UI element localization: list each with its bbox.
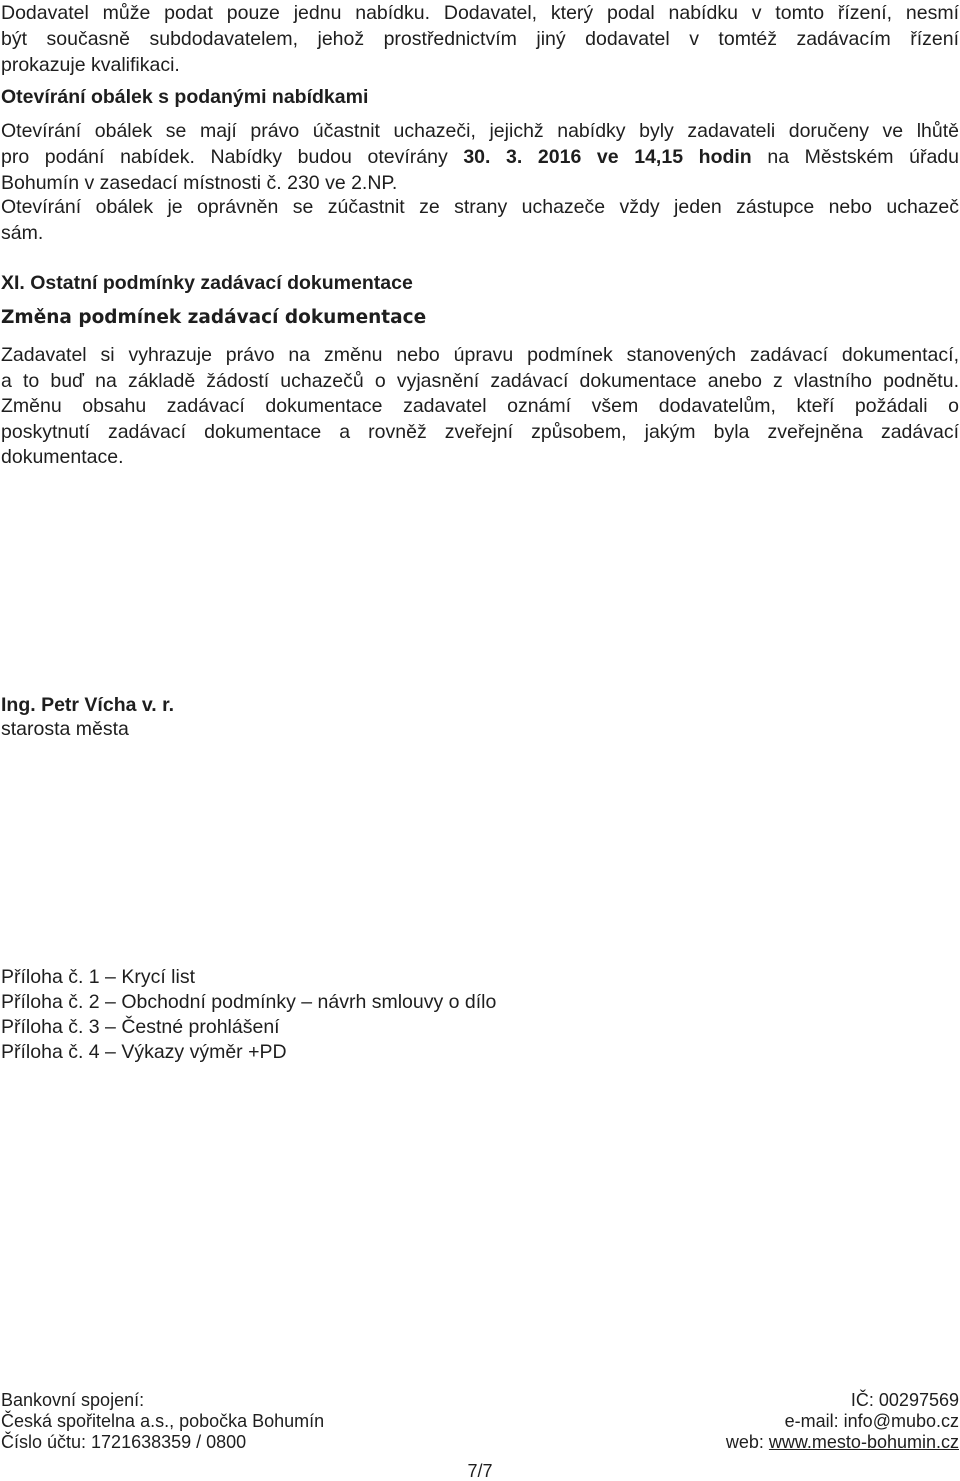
opening-line: sám. bbox=[1, 222, 44, 244]
footer-ico: IČ: 00297569 bbox=[850, 1390, 959, 1410]
intro-line: Dodavatel může podat pouze jednu nabídku. Dodavatel, který podal nabídku v tomto řízení, nesmí bbox=[1, 2, 959, 24]
intro-paragraph bbox=[1, 0, 959, 78]
footer-bank-name: Česká spořitelna a.s., pobočka Bohumín bbox=[1, 1411, 325, 1431]
change-paragraph bbox=[1, 343, 959, 471]
footer-web bbox=[726, 1432, 959, 1453]
section-subheading: Změna podmínek zadávací dokumentace bbox=[1, 307, 427, 328]
change-line: a to buď na základě žádostí uchazečů o vyjasnění zadávací dokumentace anebo z vlastního podnětu. bbox=[1, 369, 959, 392]
attachment-item: Příloha č. 2 – Obchodní podmínky – návrh smlouvy o dílo bbox=[1, 991, 497, 1013]
page-number: 7/7 bbox=[467, 1461, 493, 1481]
footer-contact-info bbox=[726, 1390, 959, 1453]
attachments-list bbox=[1, 965, 959, 1065]
section-heading: XI. Ostatní podmínky zadávací dokumentace bbox=[1, 272, 413, 294]
attachment-item: Příloha č. 3 – Čestné prohlášení bbox=[1, 1016, 280, 1038]
intro-line: prokazuje kvalifikaci. bbox=[1, 54, 180, 76]
opening-line: Otevírání obálek je oprávněn se zúčastnit ze strany uchazeče vždy jeden zástupce nebo uchazeč bbox=[1, 196, 959, 218]
signatory-title: starosta města bbox=[1, 718, 129, 740]
attachment-item: Příloha č. 1 – Krycí list bbox=[1, 966, 195, 988]
opening-heading: Otevírání obálek s podanými nabídkami bbox=[1, 86, 369, 108]
opening-text-post: na Městském úřadu bbox=[751, 146, 959, 168]
footer-account-number: Číslo účtu: 1721638359 / 0800 bbox=[1, 1432, 247, 1452]
footer-web-label: web: bbox=[725, 1432, 769, 1452]
website-link[interactable]: www.mesto-bohumin.cz bbox=[768, 1432, 959, 1452]
change-line: poskytnutí zadávací dokumentace a rovněž zveřejní způsobem, jakým byla zveřejněna zadávací bbox=[1, 420, 959, 443]
opening-line bbox=[1, 144, 959, 170]
signature-block bbox=[1, 693, 959, 741]
opening-paragraph bbox=[1, 118, 959, 196]
attachment-item: Příloha č. 4 – Výkazy výměr +PD bbox=[1, 1041, 287, 1063]
change-line: Zadavatel si vyhrazuje právo na změnu nebo úpravu podmínek stanovených zadávací dokumentací, bbox=[1, 344, 959, 366]
opening-text-pre: pro podání nabídek. Nabídky budou otevírány bbox=[1, 146, 464, 168]
intro-line: být současně subdodavatelem, jehož prostřednictvím jiný dodavatel v tomtéž zadávacím řízení bbox=[1, 28, 959, 50]
signatory-name: Ing. Petr Vícha v. r. bbox=[1, 694, 175, 716]
footer-email: e-mail: info@mubo.cz bbox=[784, 1411, 959, 1431]
footer-bank-label: Bankovní spojení: bbox=[1, 1390, 145, 1410]
change-line: dokumentace. bbox=[1, 446, 124, 468]
opening-line: Otevírání obálek se mají právo účastnit uchazeči, jejichž nabídky byly zadavateli doručeny ve lhůtě bbox=[1, 120, 959, 142]
footer-bank-info bbox=[1, 1390, 324, 1453]
opening-date-time: 30. 3. 2016 ve 14,15 hodin bbox=[463, 146, 752, 168]
change-line: Změnu obsahu zadávací dokumentace zadavatel oznámí všem dodavatelům, kteří požádali o bbox=[1, 395, 959, 417]
opening-paragraph-2 bbox=[1, 194, 959, 246]
opening-line: Bohumín v zasedací místnosti č. 230 ve 2.NP. bbox=[1, 172, 398, 194]
